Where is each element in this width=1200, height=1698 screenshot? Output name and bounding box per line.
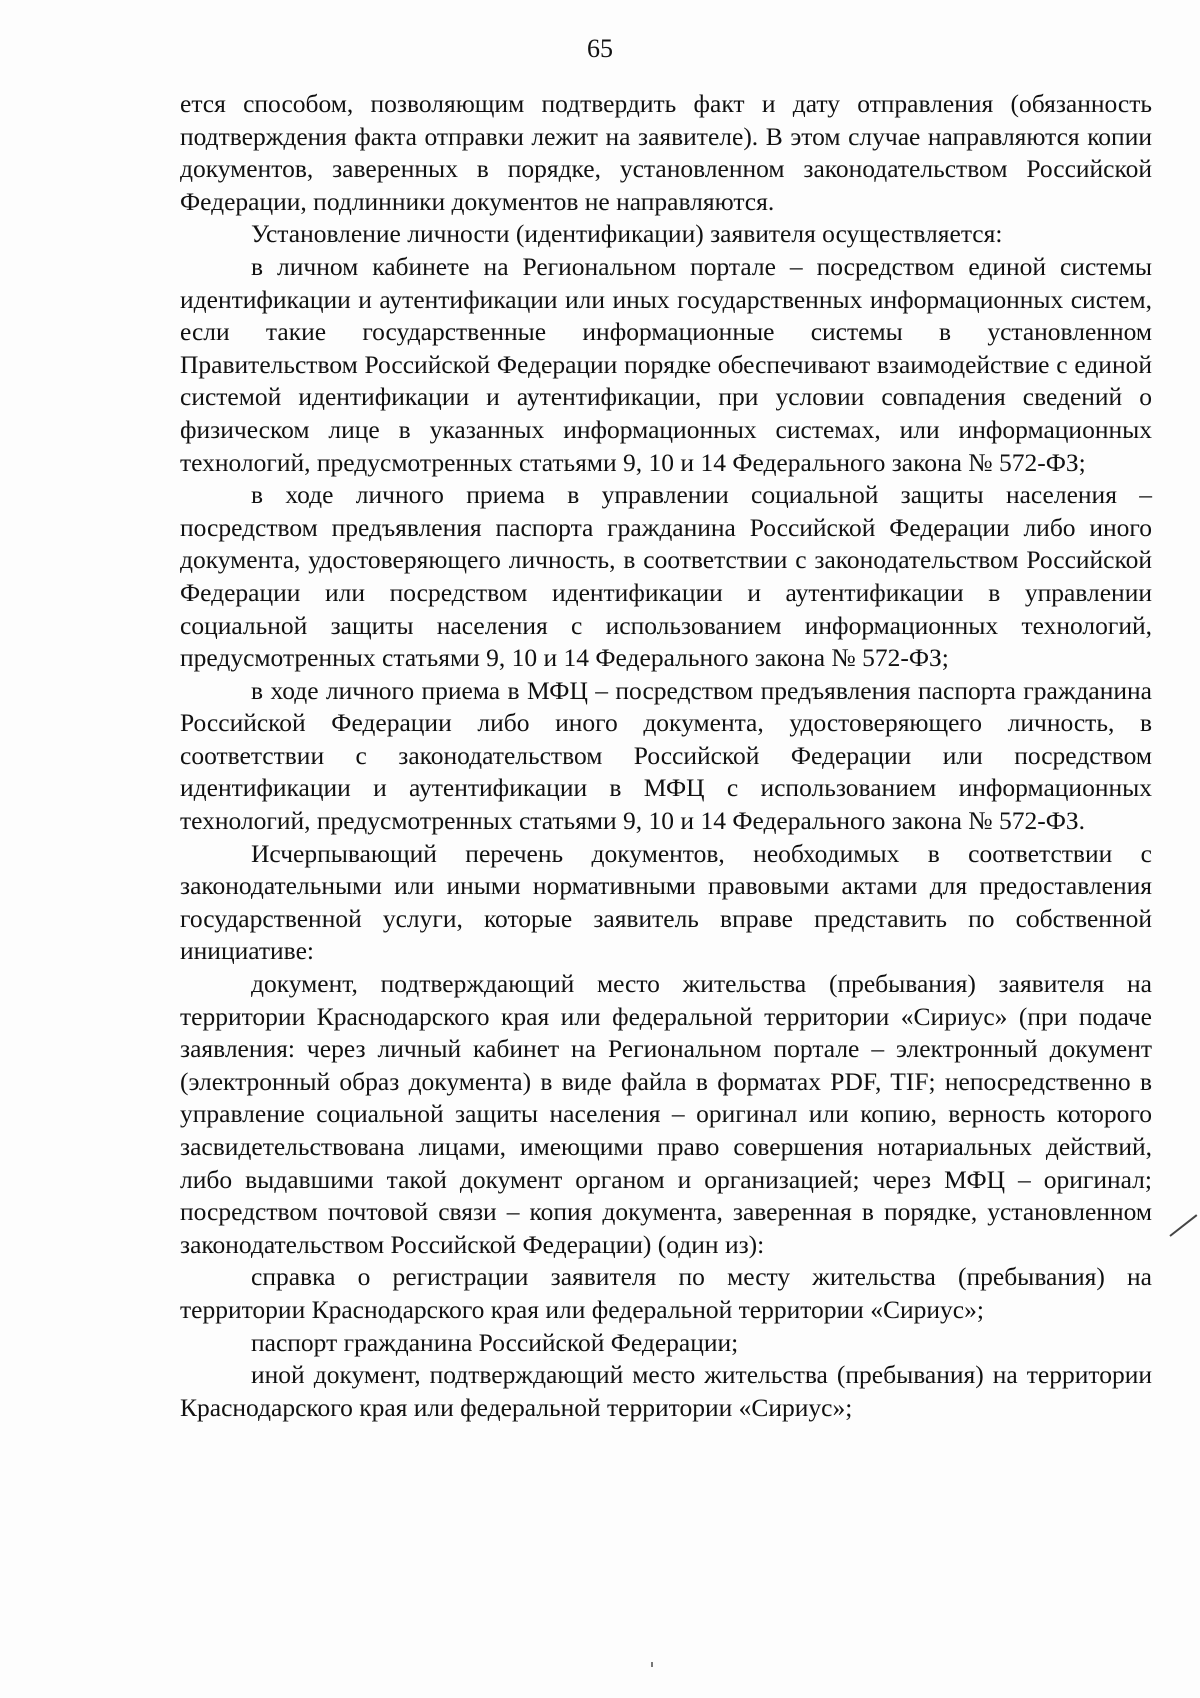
paragraph-identification-intro: Установление личности (идентификации) заявителя осуществляется: bbox=[251, 219, 1003, 249]
margin-pen-mark bbox=[1169, 1214, 1197, 1237]
document-body bbox=[180, 88, 1152, 1424]
paragraph-other-document: иной документ, подтверждающий место жительства (пребывания) на территории Краснодарского края или федеральной территории «Сириус»; bbox=[180, 1360, 1152, 1422]
paragraph-registration-certificate: справка о регистрации заявителя по месту жительства (пребывания) на территории Краснодарского края или федеральной территории «Сириус»; bbox=[180, 1262, 1152, 1324]
page-number: 65 bbox=[587, 34, 613, 63]
paragraph-personal-cabinet: в личном кабинете на Региональном портале – посредством единой системы идентификации и аутентификации или иных государственных информационных систем, если такие государственные информационные системы в установленном Правительством Российской Федерации порядке обеспечивают взаимодействие с единой системой идентификации и аутентификации, при условии совпадения сведений о физическом лице в указанных информационных системах, или информационных технологий, предусмотренных статьями 9, 10 и 14 Федерального закона № 572-ФЗ; bbox=[180, 251, 1152, 477]
paragraph-continuation: ется способом, позволяющим подтвердить факт и дату отправления (обязанность подтверждения факта отправки лежит на заявителе). В этом случае направляются копии документов, заверенных в порядке, установленном законодательством Российской Федерации, подлинники документов не направляются. bbox=[180, 89, 1152, 216]
paragraph-social-protection-reception: в ходе личного приема в управлении социальной защиты населения – посредством предъявления паспорта гражданина Российской Федерации либо иного документа, удостоверяющего личность, в соответствии с законодательством Российской Федерации или посредством идентификации и аутентификации в управлении социальной защиты населения с использованием информационных технологий, предусмотренных статьями 9, 10 и 14 Федерального закона № 572-ФЗ; bbox=[180, 480, 1152, 673]
paragraph-mfc-reception: в ходе личного приема в МФЦ – посредством предъявления паспорта гражданина Российской Федерации либо иного документа, удостоверяющего личность, в соответствии с законодательством Российской Федерации или посредством идентификации и аутентификации в МФЦ с использованием информационных технологий, предусмотренных статьями 9, 10 и 14 Федерального закона № 572-ФЗ. bbox=[180, 675, 1152, 836]
paragraph-passport: паспорт гражданина Российской Федерации; bbox=[251, 1327, 739, 1357]
paragraph-documents-list-intro: Исчерпывающий перечень документов, необходимых в соответствии с законодательными или иными нормативными правовыми актами для предоставления государственной услуги, которые заявитель вправе представить по собственной инициативе: bbox=[180, 838, 1152, 966]
paragraph-residence-document: документ, подтверждающий место жительства (пребывания) заявителя на территории Краснодарского края или федеральной территории «Сириус» (при подаче заявления: через личный кабинет на Региональном портале – электронный документ (электронный образ документа) в виде файла в форматах PDF, TIF; непосредственно в управление социальной защиты населения – оригинал или копию, верность которого засвидетельствована лицами, имеющими право совершения нотариальных действий, либо выдавшими такой документ органом и организацией; через МФЦ – оригинал; посредством почтовой связи – копия документа, заверенная в порядке, установленном законодательством Российской Федерации) (один из): bbox=[180, 969, 1152, 1259]
scan-speck bbox=[651, 1662, 653, 1667]
